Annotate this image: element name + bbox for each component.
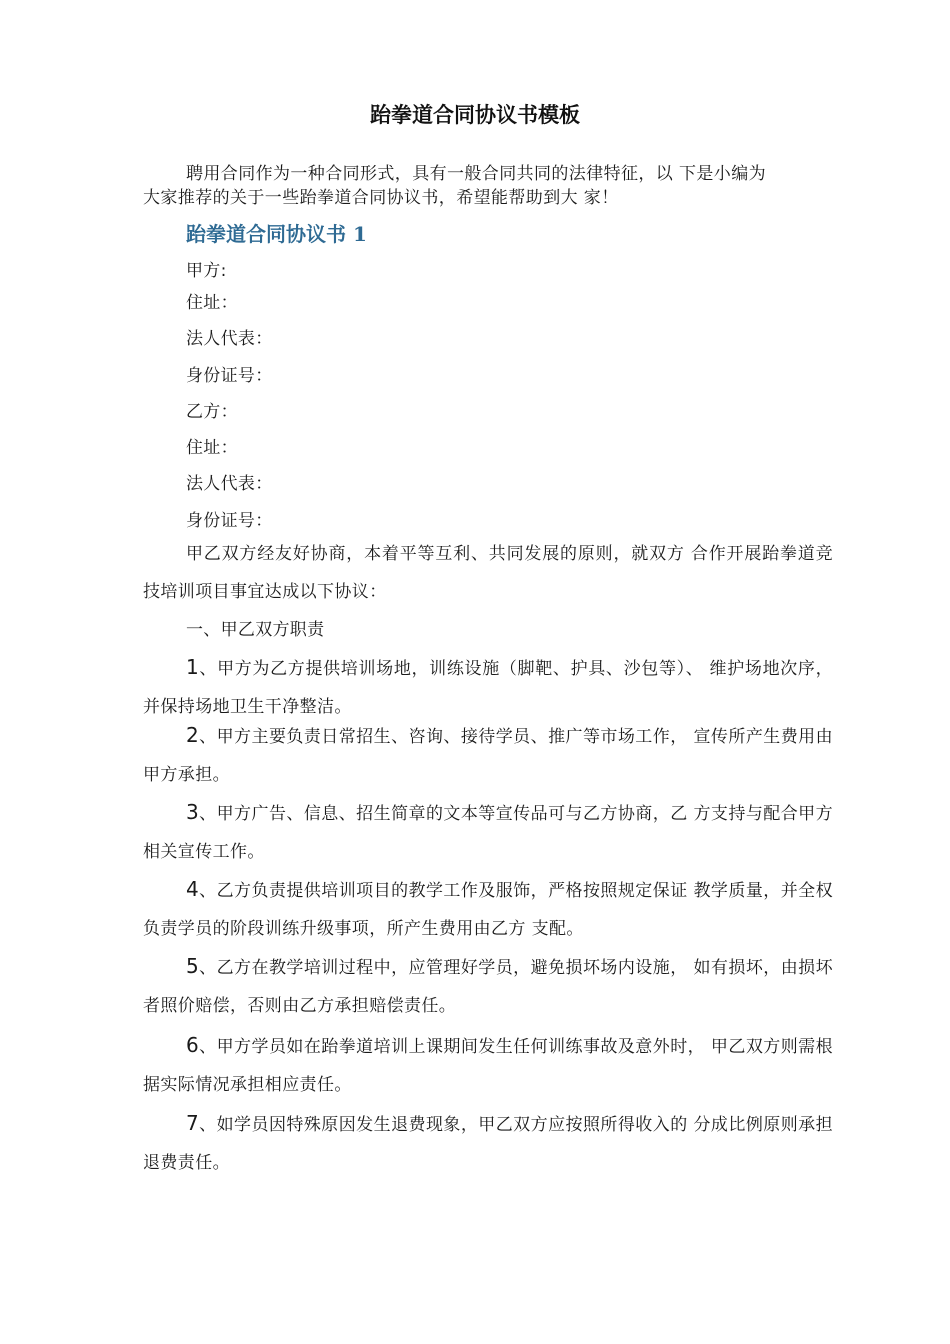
clause-1 xyxy=(143,648,833,726)
party-b-label: 乙方： xyxy=(186,402,238,422)
clause-3 xyxy=(143,793,833,871)
party-a-label: 甲方: xyxy=(186,261,227,281)
preamble-paragraph: 甲乙双方经友好协商，本着平等互利、共同发展的原则，就双方 合作开展跆拳道竞技培训项目事宜达成以下协议： xyxy=(143,544,833,602)
party-b-legal-rep-label: 法人代表： xyxy=(186,474,273,494)
clause-number: 6 xyxy=(186,1033,200,1057)
party-a-legal-rep-label: 法人代表： xyxy=(186,329,273,349)
clause-text: 、甲方为乙方提供培训场地，训练设施（脚靶、护具、沙包等）、 维护场地次序，并保持场地卫生干净整洁。 xyxy=(143,659,833,717)
clause-number: 7 xyxy=(186,1111,200,1135)
clause-2 xyxy=(143,716,833,794)
intro-line-2: 大家推荐的关于一些跆拳道合同协议书，希望能帮助到大 家！ xyxy=(143,188,619,208)
clause-text: 、甲方广告、信息、招生简章的文本等宣传品可与乙方协商，乙 方支持与配合甲方相关宣传工作。 xyxy=(143,804,833,862)
clause-number: 4 xyxy=(186,877,200,901)
clause-text: 、乙方在教学培训过程中，应管理好学员，避免损坏场内设施， 如有损坏，由损坏者照价赔偿，否则由乙方承担赔偿责任。 xyxy=(143,958,833,1016)
clause-5 xyxy=(143,947,833,1025)
clause-7 xyxy=(143,1104,833,1182)
document-title: 跆拳道合同协议书模板 xyxy=(370,103,580,127)
clause-heading: 一、甲乙双方职责 xyxy=(186,620,325,640)
clause-4 xyxy=(143,870,833,948)
clause-text: 、甲方学员如在跆拳道培训上课期间发生任何训练事故及意外时， 甲乙双方则需根据实际情况承担相应责任。 xyxy=(143,1037,833,1095)
intro-line-1: 聘用合同作为一种合同形式，具有一般合同共同的法律特征，以 下是小编为 xyxy=(186,164,767,184)
party-a-address-label: 住址： xyxy=(186,293,238,313)
clause-text: 、甲方主要负责日常招生、咨询、接待学员、推广等市场工作， 宣传所产生费用由甲方承担。 xyxy=(143,727,833,785)
party-b-address-label: 住址： xyxy=(186,438,238,458)
clause-number: 1 xyxy=(186,655,200,679)
intro-paragraph xyxy=(143,162,833,210)
clause-number: 5 xyxy=(186,954,200,978)
clause-text: 、如学员因特殊原因发生退费现象，甲乙双方应按照所得收入的 分成比例原则承担退费责任。 xyxy=(143,1115,833,1173)
clause-number: 2 xyxy=(186,723,200,747)
party-b-id-label: 身份证号： xyxy=(186,511,273,531)
clause-text: 、乙方负责提供培训项目的教学工作及服饰，严格按照规定保证 教学质量，并全权负责学员的阶段训练升级事项，所产生费用由乙方 支配。 xyxy=(143,881,833,939)
party-a-id-label: 身份证号： xyxy=(186,366,273,386)
section-title: 跆拳道合同协议书 1 xyxy=(186,222,367,246)
clause-number: 3 xyxy=(186,800,200,824)
clause-6 xyxy=(143,1026,833,1104)
